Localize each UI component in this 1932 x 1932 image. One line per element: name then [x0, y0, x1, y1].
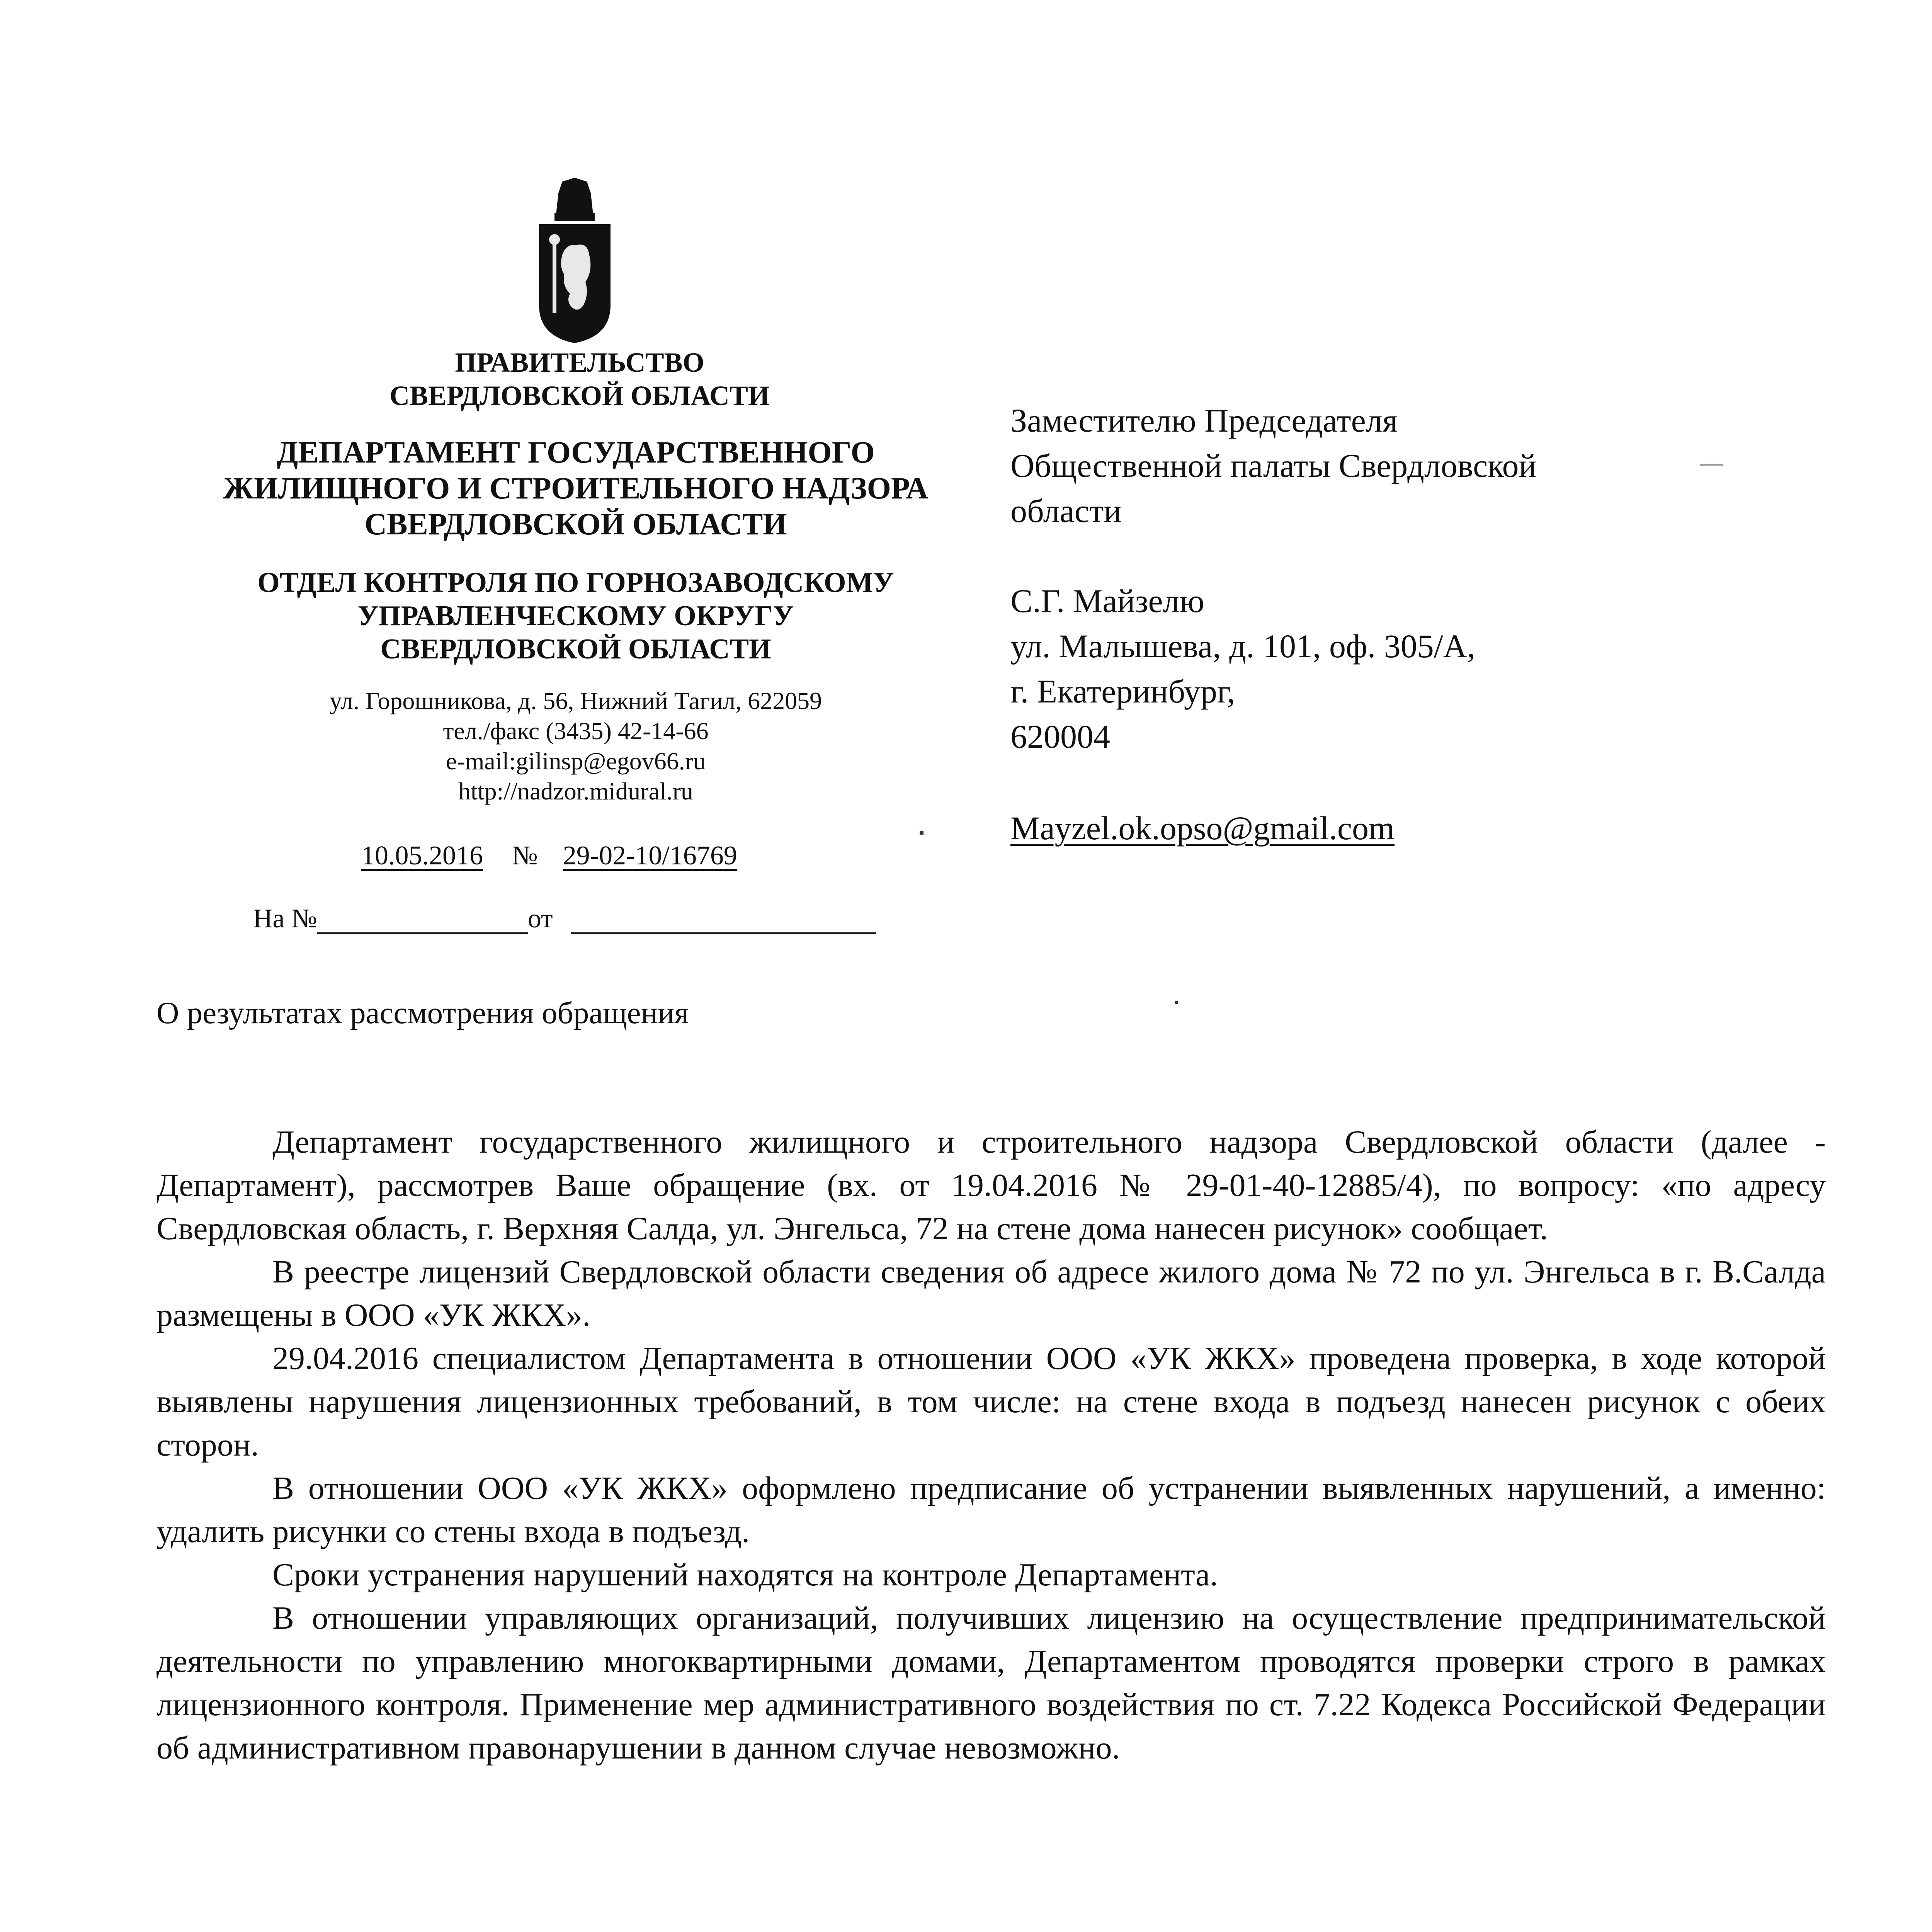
addressee-postcode: 620004 [1010, 718, 1110, 755]
letter-subject: О результатах рассмотрения обращения [156, 995, 689, 1030]
sender-phone: тел./факс (3435) 42-14-66 [443, 717, 709, 745]
sender-email: e-mail:gilinsp@egov66.ru [446, 747, 706, 775]
body-paragraph: В реестре лицензий Свердловской области сведения об адресе жилого дома № 72 по ул. Энгельса в г. В.Салда размещены в ООО «УК ЖКХ». [156, 1254, 1826, 1333]
reply-number-blank [317, 908, 528, 934]
addressee-city: г. Екатеринбург, [1010, 673, 1235, 710]
body-paragraph: Сроки устранения нарушений находятся на контроле Департамента. [272, 1557, 1218, 1593]
addressee-name: С.Г. Майзелю [1010, 582, 1204, 619]
addressee-email: Mayzel.ok.opso@gmail.com [1010, 810, 1395, 847]
sender-website: http://nadzor.midural.ru [458, 777, 693, 805]
letterhead-department: ДЕПАРТАМЕНТ ГОСУДАРСТВЕННОГО ЖИЛИЩНОГО И СТРОИТЕЛЬНОГО НАДЗОРА СВЕРДЛОВСКОЙ ОБЛАСТИ [223, 435, 929, 541]
letterhead-contacts [270, 686, 881, 806]
letter-body [156, 1121, 1826, 1770]
letter-number: 29-02-10/16769 [563, 841, 737, 871]
coat-of-arms-emblem [535, 178, 614, 344]
sender-address: ул. Горошникова, д. 56, Нижний Тагил, 622059 [329, 687, 822, 714]
letterhead-division: ОТДЕЛ КОНТРОЛЯ ПО ГОРНОЗАВОДСКОМУ УПРАВЛЕНЧЕСКОМУ ОКРУГУ СВЕРДЛОВСКОЙ ОБЛАСТИ [257, 567, 894, 665]
letterhead-government: ПРАВИТЕЛЬСТВО СВЕРДЛОВСКОЙ ОБЛАСТИ [389, 347, 770, 411]
reply-number-label: На № [253, 904, 317, 934]
number-sign: № [512, 841, 538, 871]
body-paragraph: В отношении управляющих организаций, получивших лицензию на осуществление предпринимательской деятельности по управлению многоквартирными домами, Департаментом проводятся проверки строго в рамках лицензионного контроля. Применение мер административного воздействия по ст. 7.22 Кодекса Российской Федерации об административном правонарушении в данном случае невозможно. [156, 1600, 1826, 1766]
reply-reference-line [253, 903, 876, 934]
reply-from-label: от [527, 904, 553, 934]
registration-line [361, 840, 737, 871]
addressee-street: ул. Малышева, д. 101, оф. 305/А, [1010, 628, 1476, 665]
addressee-block: Заместителю Председателя Общественной палаты Свердловской области С.Г. Майзелю ул. Малышева, д. 101, оф. 305/А, г. Екатеринбург, 620004 Mayzel.ok.opso@gmail.com [1010, 398, 1745, 851]
reply-date-blank [571, 908, 876, 934]
body-paragraph: 29.04.2016 специалистом Департамента в отношении ООО «УК ЖКХ» проведена проверка, в ходе которой выявлены нарушения лицензионных требований, в том числе: на стене входа в подъезд нанесен рисунок с обеих сторон. [156, 1340, 1826, 1463]
body-paragraph: В отношении ООО «УК ЖКХ» оформлено предписание об устранении выявленных нарушений, а именно: удалить рисунки со стены входа в подъезд. [156, 1470, 1826, 1549]
body-paragraph: Департамент государственного жилищного и строительного надзора Свердловской области (далее - Департамент), рассмотрев Ваше обращение (вх. от 19.04.2016 № 29-01-40-12885/4), по вопросу: «по адресу Свердловская область, г. Верхняя Салда, ул. Энгельса, 72 на стене дома нанесен рисунок» сообщает. [156, 1124, 1826, 1247]
letter-date: 10.05.2016 [361, 841, 483, 871]
